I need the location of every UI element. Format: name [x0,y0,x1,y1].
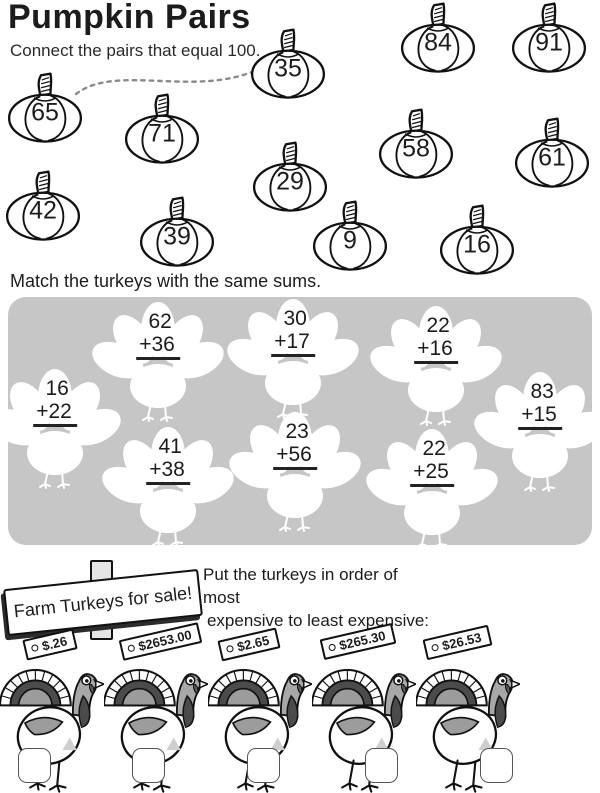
sign-text: Farm Turkeys for sale! [12,582,194,622]
sum-bottom: +25 [410,460,454,487]
sum-top: 22 [426,314,450,337]
match-turkey-22-25[interactable] [362,427,502,545]
sum-top: 16 [45,377,69,400]
pumpkin-number: 71 [148,119,176,148]
sum-problem [33,377,77,427]
sum-problem [273,420,317,470]
pumpkin-number: 16 [463,230,491,259]
turkey-icon [312,648,416,793]
sum-problem [414,314,458,364]
pumpkin-number: 29 [276,167,304,196]
match-turkey-23-56[interactable] [225,410,365,532]
sum-top: 41 [158,435,182,458]
sum-top: 83 [530,380,554,403]
sale-instruction-line1: Put the turkeys in order of most [203,565,398,607]
page-title: Pumpkin Pairs [8,0,251,36]
sum-top: 62 [148,310,172,333]
pumpkin-35[interactable] [249,28,327,100]
answer-box-2[interactable] [132,748,165,783]
tag-hole-icon [31,644,39,652]
pumpkin-number: 9 [343,226,357,255]
pumpkin-number: 91 [535,28,563,57]
pumpkin-number: 65 [31,98,59,127]
pumpkin-number: 84 [424,28,452,57]
match-instruction: Match the turkeys with the same sums. [10,271,322,291]
sum-bottom: +38 [146,458,190,485]
sum-bottom: +15 [518,403,562,430]
match-turkey-41-38[interactable] [98,425,238,545]
tag-hole-icon [127,644,135,652]
tag-hole-icon [431,643,439,651]
pumpkin-number: 42 [29,196,57,225]
price-label: $2.65 [235,632,271,655]
sum-bottom: +36 [136,333,180,360]
pumpkin-16[interactable] [438,204,516,276]
pumpkin-39[interactable] [138,196,216,268]
sum-problem [410,437,454,487]
sign-plank [3,569,203,636]
sum-bottom: +17 [271,330,315,357]
sum-top: 30 [283,307,307,330]
pumpkin-58[interactable] [377,108,455,180]
pumpkin-number: 35 [274,54,302,83]
sale-instruction [203,564,433,633]
match-turkey-30-17[interactable] [223,297,363,419]
sum-problem [146,435,190,485]
pumpkin-65[interactable] [6,72,84,144]
answer-box-4[interactable] [365,748,398,783]
sum-top: 22 [422,437,446,460]
answer-box-3[interactable] [247,748,280,783]
sum-problem [271,307,315,357]
pumpkin-61[interactable] [513,117,591,189]
sum-problem [136,310,180,360]
pumpkin-91[interactable] [510,2,588,74]
answer-box-5[interactable] [480,748,513,783]
tag-hole-icon [226,645,234,653]
sum-bottom: +16 [414,337,458,364]
sum-bottom: +22 [33,400,77,427]
pumpkin-42[interactable] [4,170,82,242]
price-label: $.26 [40,633,69,654]
sum-problem [518,380,562,430]
sum-top: 23 [285,420,309,443]
turkey-icon [0,648,104,793]
price-label: $265.30 [337,627,387,654]
pumpkin-84[interactable] [399,2,477,74]
sum-bottom: +56 [273,443,317,470]
pumpkin-number: 61 [538,143,566,172]
tag-hole-icon [328,643,336,651]
turkey-match-panel [8,297,592,545]
answer-box-1[interactable] [18,748,51,783]
pumpkin-9[interactable] [311,200,389,272]
pumpkin-instruction: Connect the pairs that equal 100. [10,41,261,60]
pumpkin-number: 58 [402,134,430,163]
pumpkin-71[interactable] [123,93,201,165]
price-label: $26.53 [440,629,483,654]
sale-turkey-4 [312,648,416,793]
sale-instruction-line2: expensive to least expensive: [206,610,430,630]
pumpkin-number: 39 [163,222,191,251]
sale-turkey-1 [0,648,104,793]
price-label: $2653.00 [136,627,194,654]
